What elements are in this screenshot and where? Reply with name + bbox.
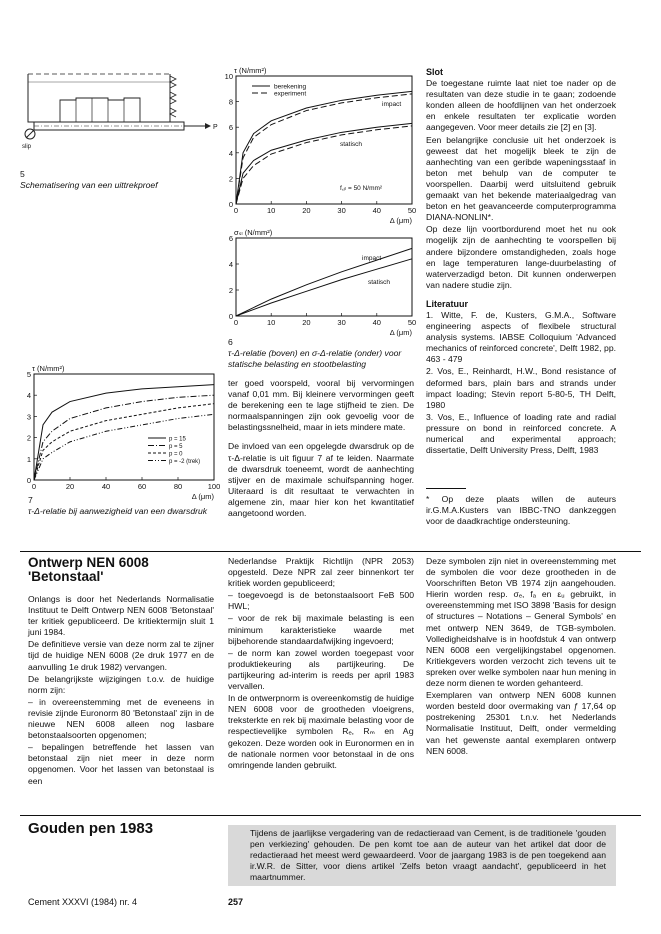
figure-6-top-chart [222, 62, 420, 225]
paragraph: Een belangrijke conclusie uit het onderzoek is geweest dat het mogelijk bleek te zijn de aanhechting van een geribde wapeningsstaaf in beton met behulp van de computer te voorspellen. Daarbij werd uitsluitend gebruik gemaakt van het bekende materiaalgedrag van beton en het geavanceerde computerprogramma DIANA-NONLIN*. [426, 134, 616, 223]
article-column-2 [228, 378, 414, 520]
footnote-rule [426, 488, 466, 489]
x-tick-label: 100 [207, 482, 221, 491]
figure-6-caption-text: τ-Δ-relatie (boven) en σ-Δ-relatie (onder) voor statische belasting en stootbelasting [228, 348, 402, 369]
footer-journal: Cement XXXVI (1984) nr. 4 [28, 897, 138, 907]
legend-label: berekening [274, 83, 307, 91]
x-tick-label: 40 [372, 318, 381, 327]
footnote: * Op deze plaats willen de auteurs ir.G.M.A.Kusters van IBBC-TNO dankzeggen voor de daadkrachtige ondersteuning. [426, 494, 616, 527]
figure-5-caption-text: Schematisering van een uittrekproef [20, 180, 158, 190]
footer-page-number: 257 [228, 897, 244, 907]
figure-6-caption [228, 337, 418, 370]
figure-7-caption [28, 495, 216, 517]
y-tick-label: 2 [228, 286, 233, 295]
paragraph: ter goed voorspeld, vooral bij vervormingen vanaf 0,01 mm. Bij kleinere vervormingen geeft de berekening een te lage stijfheid te zien. De normaalspanningen zijn ook gevoelig voor de belastingssnelheid, maar in iets mindere mate. [228, 378, 414, 433]
series-annotation: impact [362, 255, 382, 262]
paragraph: De belangrijkste wijzigingen t.o.v. de huidige norm zijn: [28, 673, 214, 695]
section-divider [20, 551, 641, 552]
x-tick-label: 50 [407, 206, 417, 215]
series-line [34, 404, 214, 480]
series-line [236, 259, 412, 316]
legend-label: p = -2 (trek) [169, 459, 201, 465]
reference-item: 2. Vos, E., Reinhardt, H.W., Bond resistance of deformed bars, plain bars and strands under impact loading; Stevin report 5-80-5, TH Delft, 1980 [426, 366, 616, 410]
paragraph: Onlangs is door het Nederlands Normalisatie Instituut te Delft Ontwerp NEN 6008 'Betonstaal' ter kritiek gepubliceerd. De kritiektermijn sluit 1 juni 1984. [28, 594, 214, 638]
plot-frame [236, 76, 412, 204]
x-tick-label: 0 [233, 318, 239, 327]
nen-column-3 [426, 556, 616, 758]
legend-label: p = 0 [169, 451, 183, 458]
paragraph: Deze symbolen zijn niet in overeenstemming met de symbolen die voor deze grootheden in de Voorschriften Beton VB 1974 zijn aangehouden. Hierin worden resp. σₑ, fₐ en εᵤ gebruikt, in overeenstemming met ISO 3898 'Basis for design of structures – Notations – General Symbols' en met ontwerp NEN 3649, de TGB-symbolen. Volledigheidshalve is in hoofdstuk 4 van ontwerp NEN 6008 een vergelijkingstabel opgenomen. Kritiekgevers worden verzocht zich tevens uit te spreken over welke symbolen naar hun mening in deze norm dienen te worden gehanteerd. [426, 556, 616, 689]
x-axis-label: Δ (μm) [389, 328, 412, 337]
series-line [236, 91, 412, 204]
paragraph: – de norm kan zowel worden toegepast voor produktiekeuring als partijkeuring. De partijkeuring ad-interim is reeds per april 1983 vervallen. [228, 647, 414, 692]
reference-item: 1. Witte, F. de, Kusters, G.M.A., Software engineering aspects of flexibele structural analysis systems. IABSE Colloquium 'Advanced mechanics of reinforced concrete', Delft 1982, pp. 463 - 479 [426, 309, 616, 365]
paragraph: – voor de rek bij maximale belasting is een minimum karakteristieke waarde met bijbehorende standaardafwijking ingevoerd; [228, 613, 414, 646]
x-tick-label: 0 [233, 206, 239, 215]
slot-heading: Slot [426, 67, 443, 77]
x-tick-label: 40 [372, 206, 381, 215]
x-tick-label: 20 [302, 206, 311, 215]
x-tick-label: 30 [337, 206, 346, 215]
legend-label: p = 5 [169, 444, 183, 450]
y-tick-label: 2 [228, 174, 233, 184]
x-tick-label: 40 [101, 482, 111, 491]
series-line [34, 395, 214, 480]
paragraph: De toegestane ruimte laat niet toe nader op de resultaten van deze studie in te gaan; zodoende konden alleen de hoofdlijnen van het onderzoek en enkele resultaten ter explicatie worden aangegeven. Voor meer details zie [2] en [3]. [426, 78, 616, 133]
series-line [236, 94, 412, 204]
x-tick-label: 0 [31, 482, 37, 491]
paragraph: Exemplaren van ontwerp NEN 6008 kunnen worden besteld door overmaking van ƒ 17,64 op postrekening 25301 t.n.v. het Nederlands Normalisatie Instituut, Delft, onder vermelding van het gewenste aantal exemplaren ontwerp NEN 6008. [426, 690, 616, 756]
legend-label: p = 15 [169, 436, 186, 443]
figure-7-chart [20, 360, 221, 501]
literatuur-heading: Literatuur [426, 298, 469, 309]
section-divider [20, 815, 641, 816]
paragraph: De invloed van een opgelegde dwarsdruk op de τ-Δ-relatie is uit figuur 7 af te leiden. Naarmate de dwarsdruk toeneemt, wordt de aanhechting stijver en de maximale schuifspanning hoger. Uiteraard is dit resultaat te verwachten in algemene zin, maar hier kon het kwantitatief aangetoond worden. [228, 441, 414, 519]
figure-7-caption-text: τ-Δ-relatie bij aanwezigheid van een dwarsdruk [28, 506, 208, 516]
paragraph: – in overeenstemming met de eveneens in revisie zijnde Euronorm 80 'Betonstaal' zijn in de nieuwe NEN 6008 alleen nog lasbare betonstaalsoorten opgenomen; [28, 696, 214, 741]
x-tick-label: 50 [407, 318, 417, 327]
figure-5-caption [20, 169, 220, 191]
series-annotation: impact [382, 101, 402, 108]
paragraph: Op deze lijn voortbordurend moet het nu ook mogelijk zijn de aanhechting te voorspellen bij andere bijzondere omstandigheden, zoals hoge en lage temperaturen lange-duurbelasting of waterverzadigd beton. Dit kunnen onderwerpen van nadere studie zijn. [426, 224, 616, 290]
figure-5-label-slip: slip [22, 144, 32, 150]
x-tick-label: 10 [267, 318, 276, 327]
series-line [34, 385, 214, 480]
x-tick-label: 20 [302, 318, 311, 327]
figure-5-label-p: P [213, 124, 218, 131]
x-tick-label: 30 [337, 318, 346, 327]
y-tick-label: 4 [228, 260, 233, 269]
figure-5-number: 5 [20, 169, 25, 179]
y-tick-label: 6 [228, 234, 233, 243]
plot-frame [236, 238, 412, 316]
annotation: f꜀ᵢₗ = 50 N/mm² [340, 185, 383, 192]
paragraph: – bepalingen betreffende het lassen van betonstaal zijn niet meer in deze norm opgenomen. Voor het lassen van betonstaal is een [28, 742, 214, 786]
x-tick-label: 80 [173, 482, 183, 491]
paragraph: Nederlandse Praktijk Richtlijn (NPR 2053) opgesteld. Deze NPR zal zeer binnenkort ter kritiek worden gepubliceerd; [228, 556, 414, 589]
gouden-pen-title: Gouden pen 1983 [28, 820, 154, 837]
y-tick-label: 0 [228, 200, 233, 209]
y-tick-label: 6 [228, 123, 233, 133]
paragraph: In de ontwerpnorm is overeenkomstig de huidige NEN 6008 voor de grootheden vloeigrens, treksterkte en rek bij maximale belasting voor de respectievelijke symbolen Rₑ, Rₘ en A𝗀 gekozen. Deze worden ook in Euronormen en in de nationale normen voor betonstaal in de ons omringende landen gebruikt. [228, 693, 414, 770]
y-tick-label: 3 [26, 412, 31, 422]
y-axis-label: σₛₗ (N/mm²) [234, 228, 273, 237]
reference-item: 3. Vos, E., Influence of loading rate and radial pressure on bond in reinforced concrete. A numerical and experimental approach; dissertatie, Delft University Press, Delft, 1983 [426, 411, 616, 456]
nen-column-2 [228, 556, 414, 772]
x-axis-label: Δ (μm) [389, 216, 412, 225]
figure-5-schematic [20, 62, 220, 162]
y-tick-label: 0 [26, 476, 31, 485]
figure-6-bottom-chart [222, 224, 420, 336]
series-line [236, 123, 412, 204]
y-tick-label: 1 [26, 454, 31, 464]
y-tick-label: 8 [228, 97, 233, 107]
figure-5 [20, 62, 220, 190]
series-annotation: statisch [368, 279, 391, 286]
y-axis-label: τ (N/mm²) [234, 66, 267, 75]
paragraph: – toegevoegd is de betonstaalsoort FeB 500 HWL; [228, 590, 414, 612]
y-tick-label: 2 [26, 433, 31, 443]
article-column-3 [426, 67, 616, 457]
y-tick-label: 5 [26, 370, 31, 379]
x-tick-label: 10 [267, 206, 276, 215]
y-tick-label: 4 [26, 391, 31, 401]
series-line [34, 414, 214, 480]
figure-7-number: 7 [28, 495, 33, 505]
y-axis-label: τ (N/mm²) [32, 364, 65, 373]
paragraph: De definitieve versie van deze norm zal te zijner tijd de huidige NEN 6008 (2e druk 1977 en de aanvulling 1e druk 1982) vervangen. [28, 639, 214, 672]
x-axis-label: Δ (μm) [191, 492, 214, 501]
x-tick-label: 60 [137, 482, 147, 491]
legend-label: experiment [274, 90, 307, 98]
y-tick-label: 0 [228, 312, 233, 321]
nen-title-line-1: Ontwerp NEN 6008 [28, 555, 149, 570]
gouden-pen-text: Tijdens de jaarlijkse vergadering van de redactieraad van Cement, is de traditionele 'gouden pen verkiezing' gehouden. De pen komt toe aan de auteur van het artikel dat door de redactieraad het meest werd gewaardeerd. Voor de jaargang 1983 is de pen toegekend aan ir.W.R. de Sitter, voor diens artikel 'Zelfs beton vraagt aandacht', gepubliceerd in het maartnummer. [250, 828, 606, 883]
gouden-pen-box [228, 825, 616, 886]
series-line [236, 126, 412, 204]
nen-title-line-2: 'Betonstaal' [28, 569, 104, 584]
y-tick-label: 10 [224, 72, 233, 81]
x-tick-label: 20 [65, 482, 75, 491]
nen-column-1 [28, 556, 214, 788]
y-tick-label: 4 [228, 148, 233, 158]
figure-6-number: 6 [228, 337, 233, 347]
series-annotation: statisch [340, 141, 363, 148]
